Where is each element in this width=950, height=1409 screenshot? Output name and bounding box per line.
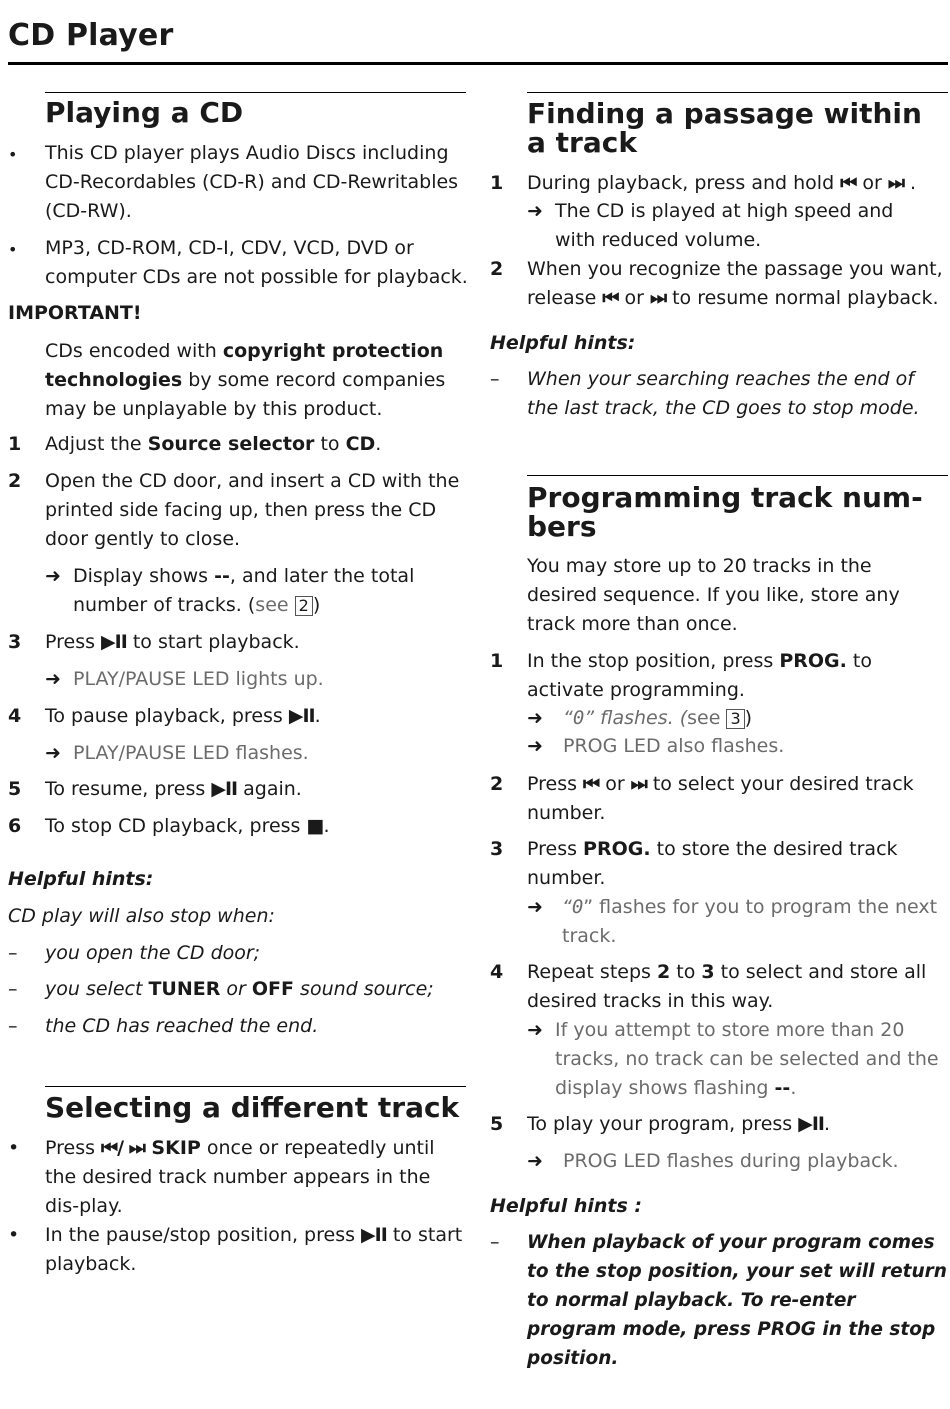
- play-pause-icon: ▶II: [211, 778, 238, 800]
- step-number: 3: [490, 838, 504, 860]
- section-divider: [527, 92, 948, 93]
- step-result: The CD is played at high speed and with reduced volume.: [555, 200, 894, 251]
- section-divider: [45, 92, 466, 93]
- step-number: 4: [8, 705, 22, 727]
- step-text: Adjust the Source selector to CD.: [45, 433, 382, 455]
- hint-item: you open the CD door;: [45, 942, 261, 964]
- hint-item: When your searching reaches the end of the last track, the CD goes to stop mode.: [527, 368, 920, 419]
- hints-title: Helpful hints:: [8, 868, 154, 890]
- step-result: Display shows --, and later the total number of tracks. (see 2 ): [73, 565, 415, 616]
- hint-item: When playback of your program comes to the stop position, your set will return to normal playback. To re-enter program mode, press PROG in the stop position.: [527, 1232, 947, 1369]
- bullet-glyph: •: [8, 1224, 20, 1246]
- step-number: 2: [490, 773, 504, 795]
- step-text: Repeat steps 2 to 3 to select and store all desired tracks in this way.: [527, 961, 927, 1012]
- step-text: Press ⏮ or ⏭ to select your desired track number.: [527, 773, 914, 824]
- arrow-icon: ➜: [527, 896, 543, 918]
- prev-icon: ⏮: [602, 287, 619, 309]
- step-number: 1: [8, 433, 22, 455]
- paragraph: Press ⏮/ ⏭ SKIP once or repeatedly until the desired track number appears in the dis-play.: [45, 1137, 435, 1217]
- arrow-icon: ➜: [45, 565, 61, 587]
- step-text: To pause playback, press ▶II.: [45, 705, 321, 727]
- step-result: PLAY/PAUSE LED lights up.: [73, 668, 324, 690]
- step-text: In the stop position, press PROG. to activate programming.: [527, 650, 872, 701]
- hints-intro: CD play will also stop when:: [8, 905, 275, 927]
- next-icon: ⏭: [887, 172, 904, 194]
- section-divider: [527, 475, 948, 476]
- important-note: CDs encoded with copyright protection technologies by some record companies may be unplayable by this product.: [45, 340, 446, 420]
- next-icon: ⏭: [649, 287, 667, 309]
- step-number: 4: [490, 961, 504, 983]
- dash-glyph: –: [490, 368, 500, 390]
- play-pause-icon: ▶II: [288, 705, 315, 727]
- arrow-icon: ➜: [45, 668, 61, 690]
- bullet-glyph: •: [8, 1137, 20, 1159]
- arrow-icon: ➜: [527, 1019, 543, 1041]
- step-result: “0” flashes for you to program the next track.: [562, 896, 938, 947]
- step-text: When you recognize the passage you want, release ⏮ or ⏭ to resume normal playback.: [527, 258, 943, 309]
- stop-icon: ■: [306, 815, 324, 837]
- hints-title: Helpful hints :: [490, 1195, 642, 1217]
- bullet-glyph: •: [8, 145, 18, 164]
- dash-glyph: –: [8, 942, 18, 964]
- arrow-icon: ➜: [527, 707, 543, 729]
- step-text: To play your program, press ▶II.: [527, 1113, 831, 1135]
- important-label: IMPORTANT!: [8, 302, 142, 324]
- step-result: PROG LED also flashes.: [563, 735, 785, 757]
- step-text: To resume, press ▶II again.: [45, 778, 302, 800]
- prev-icon: ⏮: [840, 172, 857, 194]
- step-text: Press ▶II to start playback.: [45, 631, 300, 653]
- paragraph: In the pause/stop position, press ▶II to start playback.: [45, 1224, 463, 1275]
- step-number: 6: [8, 815, 22, 837]
- step-result: PLAY/PAUSE LED flashes.: [73, 742, 309, 764]
- step-number: 2: [8, 470, 22, 492]
- title-divider: [8, 62, 948, 65]
- arrow-icon: ➜: [527, 735, 543, 757]
- play-pause-icon: ▶II: [361, 1224, 387, 1246]
- step-number: 5: [8, 778, 22, 800]
- dash-glyph: –: [8, 978, 18, 1000]
- step-number: 2: [490, 258, 504, 280]
- play-pause-icon: ▶II: [101, 631, 127, 653]
- paragraph: You may store up to 20 tracks in the desired sequence. If you like, store any track more than once.: [527, 555, 900, 635]
- step-number: 1: [490, 650, 504, 672]
- section-title: Selecting a different track: [45, 1091, 460, 1124]
- arrow-icon: ➜: [527, 1150, 543, 1172]
- skip-icon: ⏮/ ⏭: [101, 1137, 145, 1159]
- prev-icon: ⏮: [583, 773, 600, 795]
- hint-item: you select TUNER or OFF sound source;: [45, 978, 434, 1000]
- hint-item: the CD has reached the end.: [45, 1015, 319, 1037]
- step-number: 1: [490, 172, 504, 194]
- step-number: 3: [8, 631, 22, 653]
- step-result: “0” flashes. (see 3 ): [563, 707, 753, 729]
- step-text: During playback, press and hold ⏮ or ⏭ .: [527, 172, 917, 194]
- bullet-glyph: •: [8, 240, 18, 259]
- play-pause-icon: ▶II: [798, 1113, 824, 1135]
- next-icon: ⏭: [630, 773, 647, 795]
- arrow-icon: ➜: [45, 742, 61, 764]
- arrow-icon: ➜: [527, 200, 543, 222]
- paragraph: MP3, CD-ROM, CD-I, CDV, VCD, DVD or computer CDs are not possible for playback.: [45, 237, 468, 288]
- section-title: Playing a CD: [45, 96, 244, 129]
- section-divider: [45, 1086, 466, 1087]
- dash-glyph: –: [490, 1231, 500, 1253]
- step-text: Press PROG. to store the desired track number.: [527, 838, 898, 889]
- paragraph: This CD player plays Audio Discs including CD-Recordables (CD-R) and CD-Rewritables (CD-RW).: [45, 142, 459, 222]
- section-title: Programming track num-bers: [527, 481, 923, 543]
- section-title: Finding a passage within a track: [527, 97, 922, 159]
- page-title: CD Player: [8, 18, 174, 53]
- step-number: 5: [490, 1113, 504, 1135]
- step-result: If you attempt to store more than 20 tracks, no track can be selected and the display shows flashing --.: [555, 1019, 939, 1099]
- step-result: PROG LED flashes during playback.: [563, 1150, 899, 1172]
- hints-title: Helpful hints:: [490, 332, 636, 354]
- step-text: To stop CD playback, press ■.: [45, 815, 330, 837]
- step-text: Open the CD door, and insert a CD with the printed side facing up, then press the CD door gently to close.: [45, 470, 460, 550]
- dash-glyph: –: [8, 1015, 18, 1037]
